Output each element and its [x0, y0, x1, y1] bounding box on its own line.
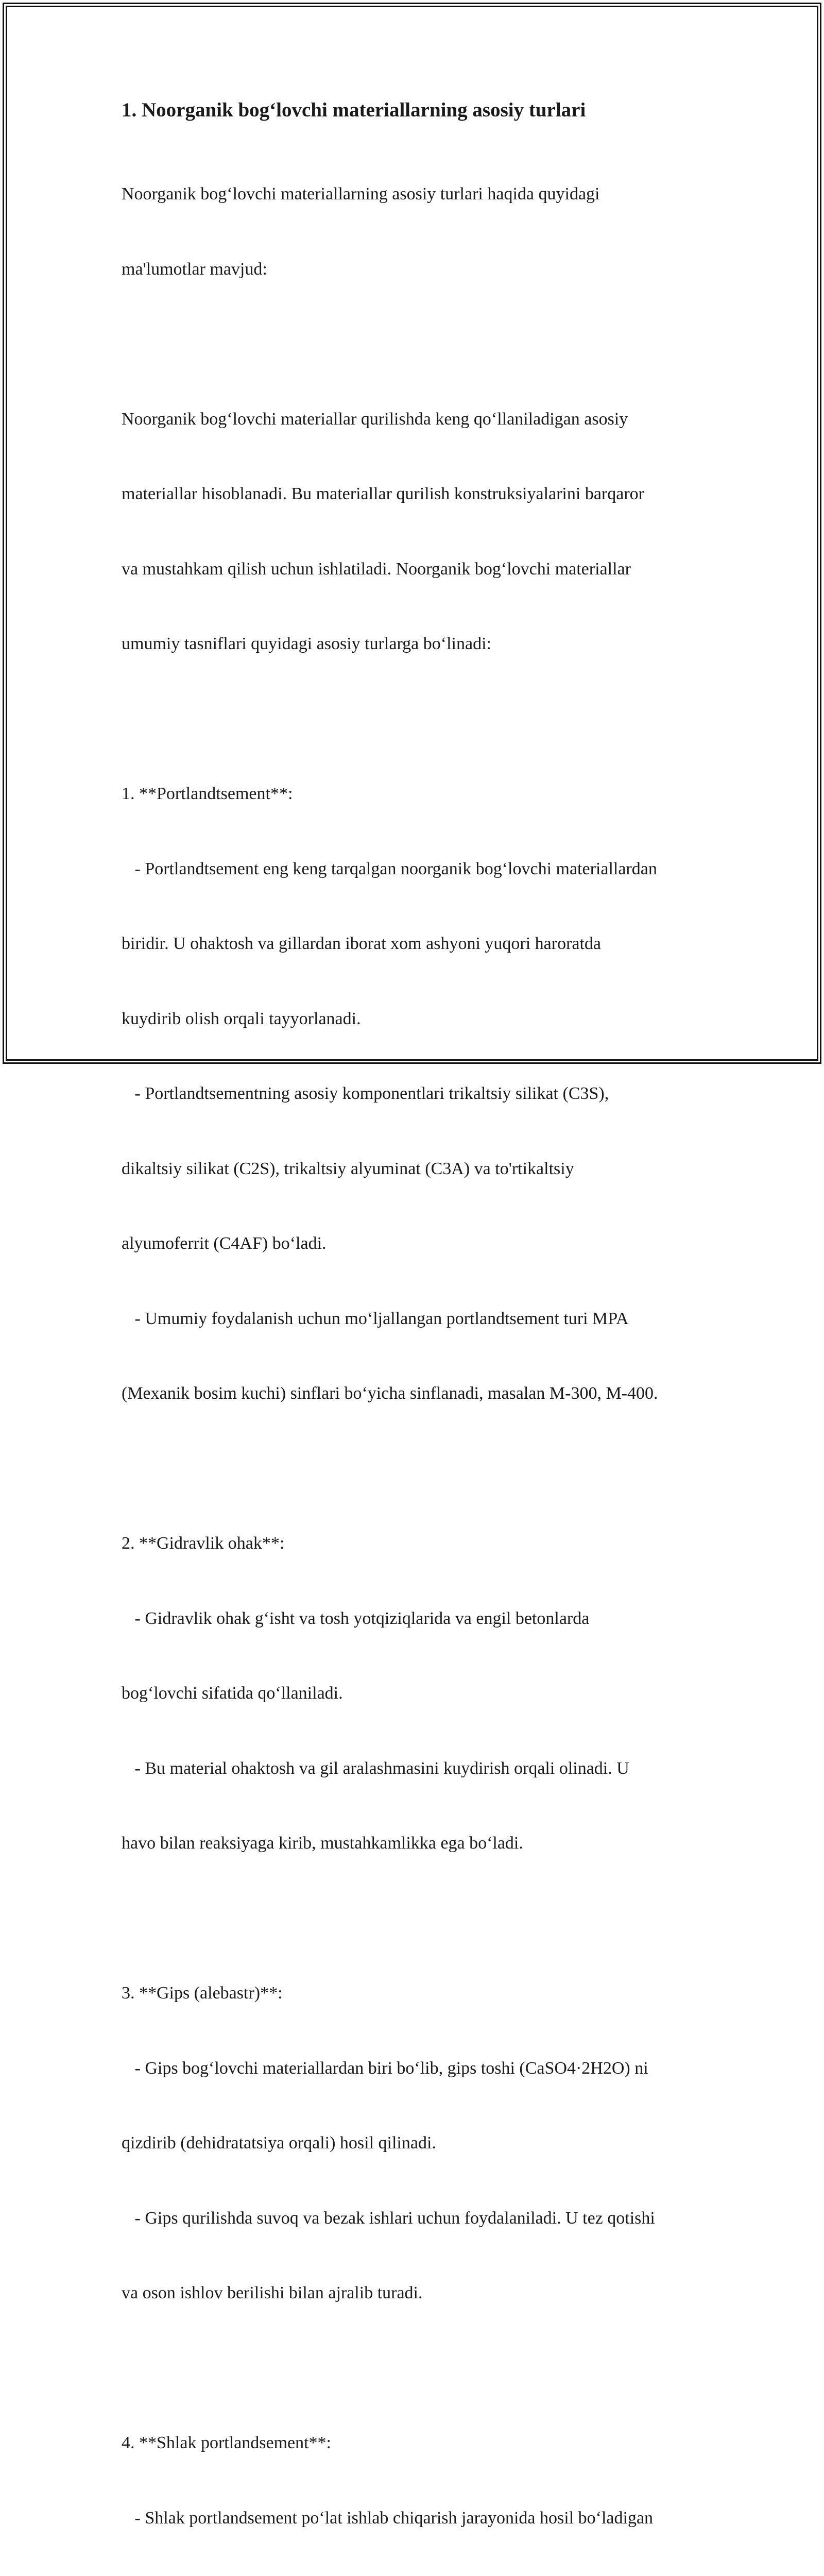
- section-shlak-portlandsement: [122, 2381, 729, 2576]
- section-heading-line: 3. **Gips (alebastr)**:: [122, 1984, 283, 2003]
- text-line: - Portlandtsementning asosiy komponentlari trikaltsiy silikat (C3S),: [122, 1084, 609, 1103]
- text-line: - Bu material ohaktosh va gil aralashmasini kuydirish orqali olinadi. U: [122, 1758, 629, 1778]
- text-line: bog‘lovchi sifatida qo‘llaniladi.: [122, 1684, 343, 1703]
- text-line: Noorganik bog‘lovchi materiallarning asosiy turlari haqida quyidagi: [122, 184, 600, 204]
- text-line: materiallar hisoblanadi. Bu materiallar qurilish konstruksiyalarini barqaror: [122, 484, 644, 503]
- text-line: va oson ishlov berilishi bilan ajralib turadi.: [122, 2283, 423, 2302]
- text-line: qizdirib (dehidratatsiya orqali) hosil qilinadi.: [122, 2133, 436, 2153]
- text-line: - Umumiy foydalanish uchun mo‘ljallangan portlandtsement turi MPA: [122, 1309, 629, 1328]
- section-gips: [122, 1931, 729, 2356]
- document-body: [122, 96, 729, 2576]
- text-line: havo bilan reaksiyaga kirib, mustahkamlikka ega bo‘ladi.: [122, 1834, 523, 1853]
- text-line: - Gips bog‘lovchi materiallardan biri bo‘lib, gips toshi (CaSO4·2H2O) ni: [122, 2058, 648, 2078]
- text-line: - Portlandtsement eng keng tarqalgan noorganik bog‘lovchi materiallardan: [122, 859, 657, 878]
- text-line: umumiy tasniflari quyidagi asosiy turlarga bo‘linadi:: [122, 634, 491, 653]
- section-gidravlik-ohak: [122, 1481, 729, 1906]
- text-line: - Gips qurilishda suvoq va bezak ishlari uchun foydalaniladi. U tez qotishi: [122, 2208, 655, 2228]
- text-line: biridir. U ohaktosh va gillardan iborat xom ashyoni yuqori haroratda: [122, 934, 602, 953]
- text-line: kuydirib olish orqali tayyorlanadi.: [122, 1009, 361, 1028]
- text-line: Noorganik bog‘lovchi materiallar qurilishda keng qo‘llaniladigan asosiy: [122, 409, 628, 429]
- text-line: - Shlak portlandsement po‘lat ishlab chiqarish jarayonida hosil bo‘ladigan: [122, 2508, 654, 2528]
- text-line: (Mexanik bosim kuchi) sinflari bo‘yicha sinflanadi, masalan M-300, M-400.: [122, 1384, 658, 1403]
- text-line: - Gidravlik ohak g‘isht va tosh yotqiziqlarida va engil betonlarda: [122, 1608, 590, 1628]
- overview-paragraph: [122, 357, 729, 707]
- text-line: alyumoferrit (C4AF) bo‘ladi.: [122, 1234, 327, 1253]
- text-line: ma'lumotlar mavjud:: [122, 259, 267, 279]
- text-line: va mustahkam qilish uchun ishlatiladi. Noorganik bog‘lovchi materiallar: [122, 559, 631, 579]
- section-heading-line: 1. **Portlandtsement**:: [122, 784, 293, 803]
- section-portlandtsement: [122, 732, 729, 1456]
- document-title: 1. Noorganik bog‘lovchi materiallarning asosiy turlari: [122, 99, 586, 121]
- intro-paragraph: [122, 132, 729, 332]
- section-heading-line: 4. **Shlak portlandsement**:: [122, 2433, 332, 2452]
- text-line: dikaltsiy silikat (C2S), trikaltsiy alyuminat (C3A) va to'rtikaltsiy: [122, 1159, 574, 1178]
- section-heading-line: 2. **Gidravlik ohak**:: [122, 1534, 285, 1553]
